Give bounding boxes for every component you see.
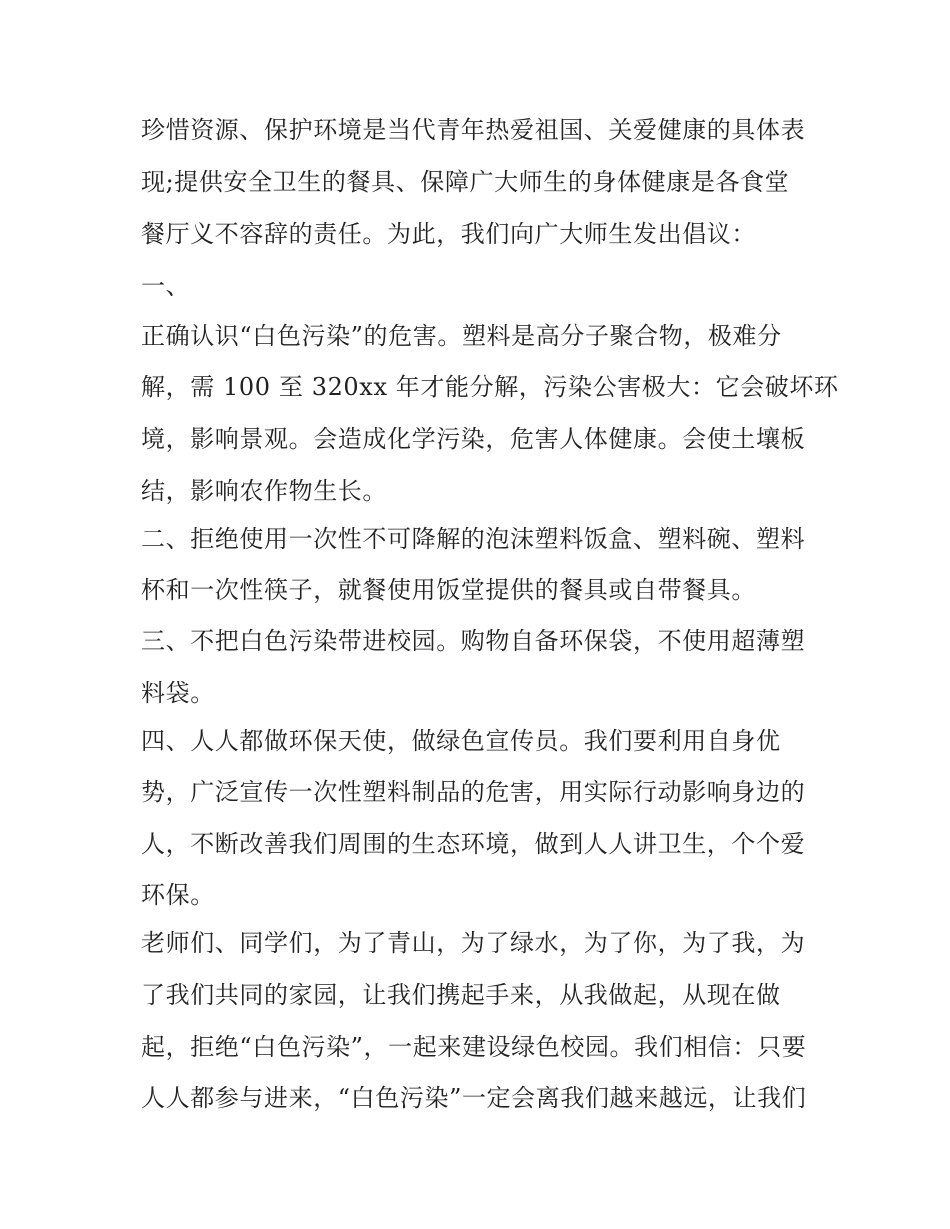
text-line: 环保。: [141, 881, 215, 909]
text-line: 境，影响景观。会造成化学污染，危害人体健康。会使土壤板: [141, 425, 806, 453]
text-line: 势，广泛宣传一次性塑料制品的危害，用实际行动影响身边的: [141, 778, 806, 806]
text-line: 正确认识“白色污染”的危害。塑料是高分子聚合物，极难分: [141, 322, 782, 350]
text-line: 起，拒绝“白色污染”，一起来建设绿色校园。我们相信：只要: [141, 1033, 807, 1061]
text-line: 人人都参与进来，“白色污染”一定会离我们越来越远，让我们: [141, 1084, 807, 1112]
text-line: 餐厅义不容辞的责任。为此，我们向广大师生发出倡议：: [141, 220, 756, 248]
text-line: 解，需 100 至 320xx 年才能分解，污染公害极大：它会破坏环: [141, 373, 839, 401]
text-line: 老师们、同学们，为了青山，为了绿水，为了你，为了我，为: [141, 929, 806, 957]
text-line: 结，影响农作物生长。: [141, 477, 387, 505]
text-line: 人，不断改善我们周围的生态环境，做到人人讲卫生，个个爱: [141, 830, 806, 858]
text-line: 珍惜资源、保护环境是当代青年热爱祖国、关爱健康的具体表: [141, 116, 806, 144]
text-line: 现;提供安全卫生的餐具、保障广大师生的身体健康是各食堂: [141, 168, 790, 196]
text-line: 料袋。: [141, 679, 215, 707]
text-line: 三、不把白色污染带进校园。购物自备环保袋，不使用超薄塑: [141, 627, 806, 655]
text-line: 四、人人都做环保天使，做绿色宣传员。我们要利用自身优: [141, 727, 781, 755]
text-line: 杯和一次性筷子，就餐使用饭堂提供的餐具或自带餐具。: [141, 576, 756, 604]
text-line: 二、拒绝使用一次性不可降解的泡沫塑料饭盒、塑料碗、塑料: [141, 525, 806, 553]
text-line: 一、: [141, 272, 191, 300]
text-line: 了我们共同的家园，让我们携起手来，从我做起，从现在做: [141, 981, 781, 1009]
